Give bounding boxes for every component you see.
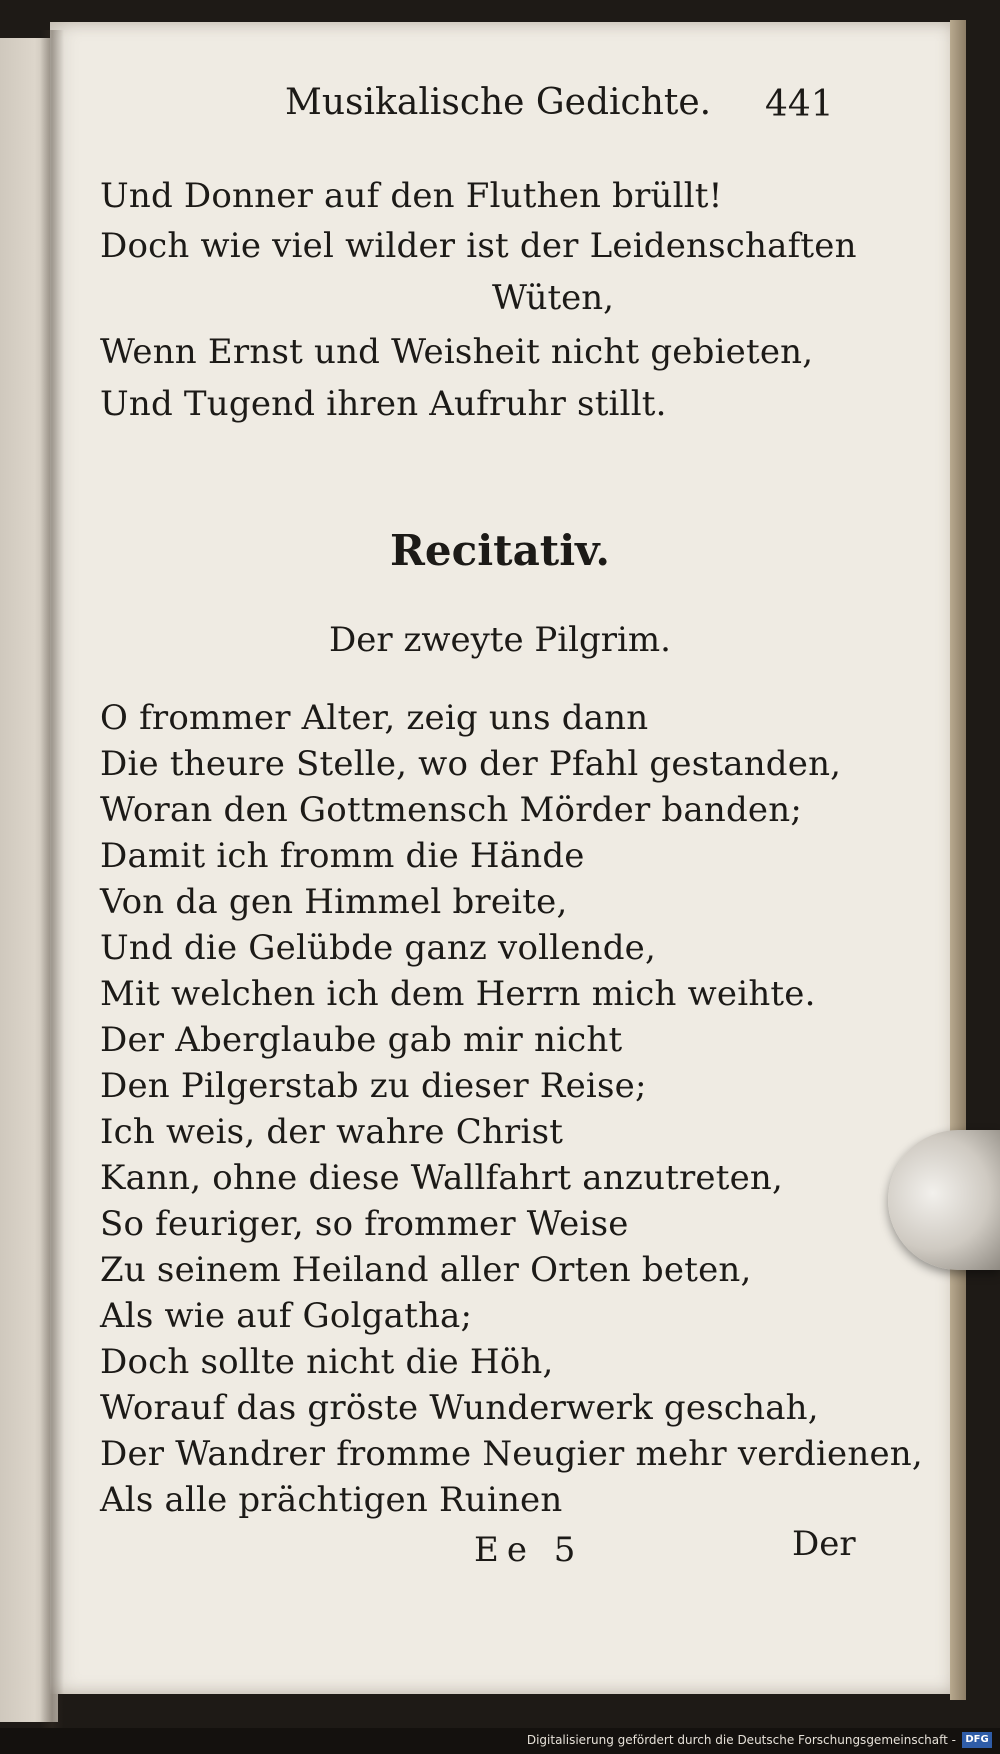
signature-mark: Ee 5: [474, 1530, 584, 1570]
verse-line: Wenn Ernst und Weisheit nicht gebieten,: [100, 332, 814, 372]
recitative-line: Damit ich fromm die Hände: [100, 836, 585, 876]
running-title: Musikalische Gedichte.: [285, 82, 712, 123]
verse-line: Doch wie viel wilder ist der Leidenschaften: [100, 226, 857, 266]
catchword: Der: [792, 1524, 856, 1564]
recitative-line: Von da gen Himmel breite,: [100, 882, 568, 922]
recitative-line: So feuriger, so frommer Weise: [100, 1204, 629, 1244]
speaker-heading: Der zweyte Pilgrim.: [329, 620, 671, 660]
right-page-edge: [950, 20, 966, 1700]
recitative-line: Als wie auf Golgatha;: [100, 1296, 473, 1336]
recitative-line: Der Wandrer fromme Neugier mehr verdienen,: [100, 1434, 923, 1474]
recitative-line: Die theure Stelle, wo der Pfahl gestanden,: [100, 744, 842, 784]
recitative-line: Den Pilgerstab zu dieser Reise;: [100, 1066, 647, 1106]
verse-line: Und Donner auf den Fluthen brüllt!: [100, 176, 723, 216]
recitative-line: Woran den Gottmensch Mörder banden;: [100, 790, 802, 830]
dfg-logo: DFG: [962, 1732, 992, 1748]
recitative-line: Mit welchen ich dem Herrn mich weihte.: [100, 974, 816, 1014]
recitative-line: Der Aberglaube gab mir nicht: [100, 1020, 623, 1060]
recitative-line: Ich weis, der wahre Christ: [100, 1112, 564, 1152]
recitative-line: Worauf das gröste Wunderwerk geschah,: [100, 1388, 819, 1428]
recitative-line: Zu seinem Heiland aller Orten beten,: [100, 1250, 752, 1290]
page-number: 441: [765, 84, 834, 125]
book-spine-shadow: [40, 30, 64, 1730]
recitative-line: O frommer Alter, zeig uns dann: [100, 698, 649, 738]
recitative-line: Als alle prächtigen Ruinen: [100, 1480, 563, 1520]
recitative-line: Kann, ohne diese Wallfahrt anzutreten,: [100, 1158, 784, 1198]
verse-line: Und Tugend ihren Aufruhr stillt.: [100, 384, 667, 424]
verse-line-continuation: Wüten,: [492, 278, 614, 318]
digitization-credit: Digitalisierung gefördert durch die Deutsche Forschungsgemeinschaft -: [526, 1733, 956, 1747]
section-title: Recitativ.: [390, 526, 610, 575]
recitative-line: Doch sollte nicht die Höh,: [100, 1342, 554, 1382]
recitative-line: Und die Gelübde ganz vollende,: [100, 928, 656, 968]
